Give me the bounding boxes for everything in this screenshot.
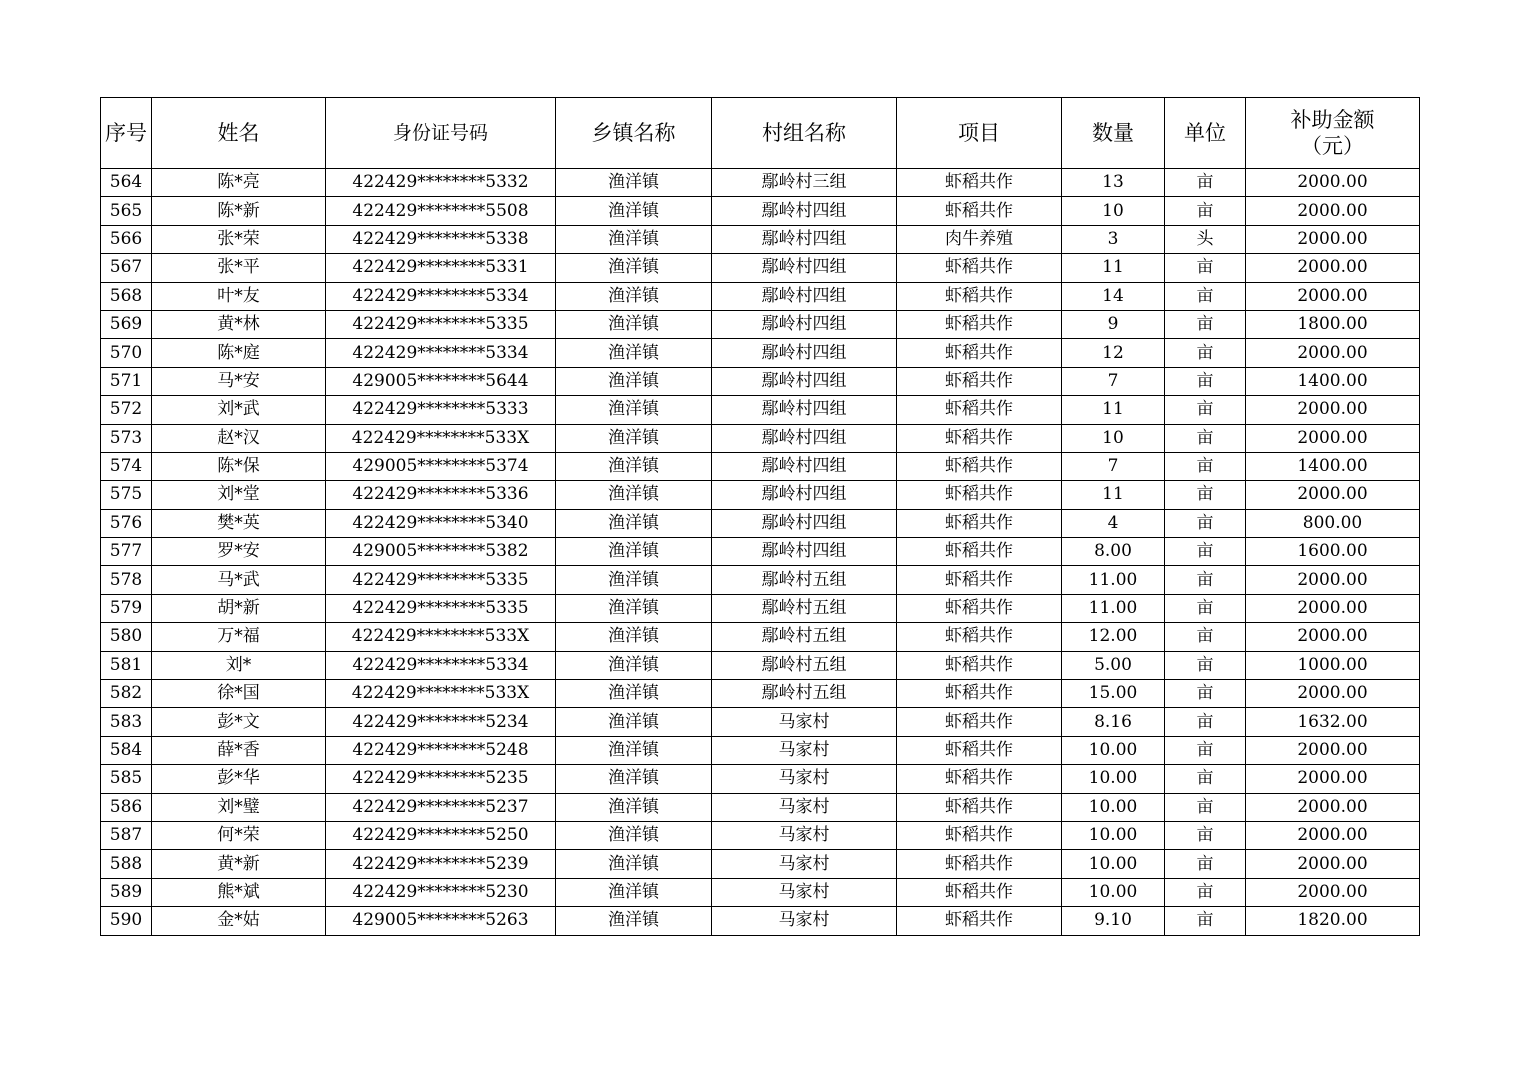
cell-unit: 亩 (1165, 793, 1246, 821)
cell-project: 虾稻共作 (897, 594, 1062, 622)
cell-unit: 亩 (1165, 254, 1246, 282)
header-seq: 序号 (101, 98, 152, 169)
cell-id-number: 429005********5644 (326, 367, 556, 395)
cell-village: 鄢岭村五组 (712, 651, 897, 679)
cell-village: 鄢岭村四组 (712, 367, 897, 395)
cell-seq: 581 (101, 651, 152, 679)
cell-name: 陈*庭 (152, 339, 326, 367)
cell-village: 马家村 (712, 907, 897, 935)
cell-seq: 573 (101, 424, 152, 452)
cell-project: 虾稻共作 (897, 310, 1062, 338)
cell-unit: 亩 (1165, 452, 1246, 480)
cell-unit: 亩 (1165, 878, 1246, 906)
cell-unit: 亩 (1165, 680, 1246, 708)
cell-village: 鄢岭村四组 (712, 197, 897, 225)
header-quantity: 数量 (1062, 98, 1165, 169)
cell-amount: 2000.00 (1246, 594, 1420, 622)
cell-unit: 亩 (1165, 821, 1246, 849)
cell-quantity: 3 (1062, 225, 1165, 253)
cell-id-number: 422429********5340 (326, 509, 556, 537)
cell-project: 虾稻共作 (897, 793, 1062, 821)
cell-quantity: 9.10 (1062, 907, 1165, 935)
cell-id-number: 429005********5374 (326, 452, 556, 480)
cell-village: 鄢岭村四组 (712, 396, 897, 424)
cell-name: 万*福 (152, 623, 326, 651)
cell-town: 渔洋镇 (556, 197, 712, 225)
cell-id-number: 429005********5382 (326, 538, 556, 566)
cell-quantity: 10.00 (1062, 878, 1165, 906)
header-unit: 单位 (1165, 98, 1246, 169)
cell-town: 渔洋镇 (556, 282, 712, 310)
cell-id-number: 422429********5250 (326, 821, 556, 849)
cell-project: 虾稻共作 (897, 651, 1062, 679)
cell-name: 刘*堂 (152, 481, 326, 509)
cell-quantity: 10.00 (1062, 793, 1165, 821)
cell-amount: 2000.00 (1246, 254, 1420, 282)
cell-project: 虾稻共作 (897, 481, 1062, 509)
cell-unit: 亩 (1165, 282, 1246, 310)
cell-quantity: 9 (1062, 310, 1165, 338)
cell-name: 薛*香 (152, 736, 326, 764)
cell-quantity: 10.00 (1062, 765, 1165, 793)
cell-id-number: 422429********5335 (326, 594, 556, 622)
table-header-row (101, 98, 1420, 169)
cell-unit: 亩 (1165, 197, 1246, 225)
cell-town: 渔洋镇 (556, 821, 712, 849)
cell-unit: 亩 (1165, 169, 1246, 197)
table-body (101, 169, 1420, 936)
cell-town: 渔洋镇 (556, 509, 712, 537)
cell-id-number: 422429********5336 (326, 481, 556, 509)
cell-quantity: 11.00 (1062, 594, 1165, 622)
cell-name: 陈*保 (152, 452, 326, 480)
table-row (101, 452, 1420, 480)
cell-town: 渔洋镇 (556, 651, 712, 679)
cell-project: 虾稻共作 (897, 821, 1062, 849)
cell-project: 虾稻共作 (897, 566, 1062, 594)
cell-project: 虾稻共作 (897, 623, 1062, 651)
cell-seq: 583 (101, 708, 152, 736)
subsidy-table (100, 97, 1420, 936)
cell-village: 马家村 (712, 878, 897, 906)
cell-quantity: 12 (1062, 339, 1165, 367)
cell-amount: 2000.00 (1246, 680, 1420, 708)
cell-name: 樊*英 (152, 509, 326, 537)
cell-unit: 亩 (1165, 708, 1246, 736)
cell-project: 虾稻共作 (897, 850, 1062, 878)
table-row (101, 481, 1420, 509)
cell-amount: 2000.00 (1246, 424, 1420, 452)
cell-village: 鄢岭村四组 (712, 310, 897, 338)
cell-quantity: 11.00 (1062, 566, 1165, 594)
cell-unit: 亩 (1165, 396, 1246, 424)
cell-id-number: 422429********533X (326, 680, 556, 708)
cell-unit: 亩 (1165, 310, 1246, 338)
cell-quantity: 10.00 (1062, 736, 1165, 764)
cell-town: 渔洋镇 (556, 169, 712, 197)
cell-seq: 567 (101, 254, 152, 282)
cell-town: 渔洋镇 (556, 396, 712, 424)
cell-name: 黄*新 (152, 850, 326, 878)
cell-id-number: 422429********5248 (326, 736, 556, 764)
cell-name: 叶*友 (152, 282, 326, 310)
table-row (101, 623, 1420, 651)
cell-village: 马家村 (712, 708, 897, 736)
cell-seq: 574 (101, 452, 152, 480)
cell-quantity: 8.00 (1062, 538, 1165, 566)
table-row (101, 169, 1420, 197)
cell-village: 鄢岭村四组 (712, 452, 897, 480)
table-row (101, 736, 1420, 764)
cell-seq: 569 (101, 310, 152, 338)
cell-id-number: 422429********5234 (326, 708, 556, 736)
cell-unit: 亩 (1165, 736, 1246, 764)
cell-village: 鄢岭村四组 (712, 282, 897, 310)
cell-unit: 亩 (1165, 651, 1246, 679)
cell-quantity: 4 (1062, 509, 1165, 537)
cell-name: 张*荣 (152, 225, 326, 253)
cell-amount: 2000.00 (1246, 765, 1420, 793)
cell-project: 虾稻共作 (897, 396, 1062, 424)
cell-village: 马家村 (712, 793, 897, 821)
subsidy-table-page (100, 97, 1420, 936)
table-row (101, 793, 1420, 821)
cell-amount: 1800.00 (1246, 310, 1420, 338)
cell-village: 鄢岭村四组 (712, 424, 897, 452)
cell-town: 渔洋镇 (556, 680, 712, 708)
cell-unit: 头 (1165, 225, 1246, 253)
cell-quantity: 12.00 (1062, 623, 1165, 651)
cell-town: 渔洋镇 (556, 339, 712, 367)
cell-unit: 亩 (1165, 367, 1246, 395)
cell-town: 渔洋镇 (556, 566, 712, 594)
cell-amount: 2000.00 (1246, 736, 1420, 764)
cell-village: 马家村 (712, 736, 897, 764)
cell-project: 虾稻共作 (897, 282, 1062, 310)
cell-unit: 亩 (1165, 339, 1246, 367)
table-row (101, 651, 1420, 679)
cell-amount: 2000.00 (1246, 793, 1420, 821)
cell-amount: 1000.00 (1246, 651, 1420, 679)
cell-project: 虾稻共作 (897, 509, 1062, 537)
cell-unit: 亩 (1165, 765, 1246, 793)
cell-name: 熊*斌 (152, 878, 326, 906)
cell-project: 虾稻共作 (897, 878, 1062, 906)
cell-name: 徐*国 (152, 680, 326, 708)
cell-seq: 576 (101, 509, 152, 537)
cell-seq: 575 (101, 481, 152, 509)
cell-village: 鄢岭村四组 (712, 225, 897, 253)
cell-amount: 2000.00 (1246, 481, 1420, 509)
cell-quantity: 7 (1062, 367, 1165, 395)
cell-name: 刘* (152, 651, 326, 679)
cell-town: 渔洋镇 (556, 225, 712, 253)
cell-seq: 579 (101, 594, 152, 622)
cell-village: 鄢岭村五组 (712, 623, 897, 651)
cell-project: 虾稻共作 (897, 907, 1062, 935)
cell-amount: 2000.00 (1246, 623, 1420, 651)
table-row (101, 396, 1420, 424)
cell-village: 鄢岭村四组 (712, 339, 897, 367)
cell-quantity: 10.00 (1062, 850, 1165, 878)
cell-unit: 亩 (1165, 509, 1246, 537)
cell-town: 渔洋镇 (556, 907, 712, 935)
cell-name: 赵*汉 (152, 424, 326, 452)
table-row (101, 367, 1420, 395)
cell-unit: 亩 (1165, 907, 1246, 935)
cell-id-number: 422429********533X (326, 424, 556, 452)
cell-name: 刘*璧 (152, 793, 326, 821)
cell-name: 陈*亮 (152, 169, 326, 197)
cell-id-number: 422429********5335 (326, 310, 556, 338)
cell-quantity: 10 (1062, 424, 1165, 452)
cell-amount: 2000.00 (1246, 225, 1420, 253)
cell-seq: 570 (101, 339, 152, 367)
cell-seq: 571 (101, 367, 152, 395)
cell-village: 鄢岭村四组 (712, 538, 897, 566)
cell-project: 虾稻共作 (897, 367, 1062, 395)
header-amount-line2: （元） (1301, 134, 1364, 158)
cell-name: 金*姑 (152, 907, 326, 935)
cell-amount: 2000.00 (1246, 566, 1420, 594)
cell-quantity: 10 (1062, 197, 1165, 225)
cell-amount: 2000.00 (1246, 169, 1420, 197)
cell-seq: 587 (101, 821, 152, 849)
cell-seq: 566 (101, 225, 152, 253)
cell-amount: 2000.00 (1246, 821, 1420, 849)
table-row (101, 282, 1420, 310)
cell-quantity: 11 (1062, 481, 1165, 509)
cell-quantity: 10.00 (1062, 821, 1165, 849)
cell-name: 张*平 (152, 254, 326, 282)
header-id-number: 身份证号码 (326, 98, 556, 169)
cell-seq: 585 (101, 765, 152, 793)
cell-amount: 1600.00 (1246, 538, 1420, 566)
cell-seq: 568 (101, 282, 152, 310)
header-amount (1246, 98, 1420, 169)
header-town: 乡镇名称 (556, 98, 712, 169)
cell-seq: 582 (101, 680, 152, 708)
table-row (101, 821, 1420, 849)
cell-project: 虾稻共作 (897, 708, 1062, 736)
cell-name: 胡*新 (152, 594, 326, 622)
cell-town: 渔洋镇 (556, 538, 712, 566)
cell-id-number: 422429********5335 (326, 566, 556, 594)
cell-seq: 586 (101, 793, 152, 821)
cell-project: 虾稻共作 (897, 424, 1062, 452)
cell-seq: 584 (101, 736, 152, 764)
cell-seq: 590 (101, 907, 152, 935)
cell-id-number: 422429********5235 (326, 765, 556, 793)
cell-unit: 亩 (1165, 424, 1246, 452)
table-row (101, 225, 1420, 253)
cell-town: 渔洋镇 (556, 878, 712, 906)
cell-town: 渔洋镇 (556, 623, 712, 651)
table-row (101, 197, 1420, 225)
cell-project: 虾稻共作 (897, 254, 1062, 282)
cell-quantity: 8.16 (1062, 708, 1165, 736)
cell-town: 渔洋镇 (556, 708, 712, 736)
cell-seq: 580 (101, 623, 152, 651)
cell-amount: 2000.00 (1246, 396, 1420, 424)
cell-seq: 572 (101, 396, 152, 424)
cell-name: 彭*华 (152, 765, 326, 793)
cell-seq: 577 (101, 538, 152, 566)
cell-village: 鄢岭村五组 (712, 680, 897, 708)
cell-amount: 2000.00 (1246, 850, 1420, 878)
cell-seq: 564 (101, 169, 152, 197)
cell-village: 马家村 (712, 821, 897, 849)
cell-id-number: 422429********5338 (326, 225, 556, 253)
cell-town: 渔洋镇 (556, 367, 712, 395)
cell-id-number: 422429********5334 (326, 339, 556, 367)
cell-project: 肉牛养殖 (897, 225, 1062, 253)
cell-town: 渔洋镇 (556, 765, 712, 793)
cell-id-number: 422429********5331 (326, 254, 556, 282)
header-village: 村组名称 (712, 98, 897, 169)
cell-town: 渔洋镇 (556, 424, 712, 452)
cell-quantity: 5.00 (1062, 651, 1165, 679)
table-row (101, 509, 1420, 537)
cell-name: 彭*文 (152, 708, 326, 736)
cell-amount: 800.00 (1246, 509, 1420, 537)
cell-quantity: 11 (1062, 396, 1165, 424)
cell-seq: 578 (101, 566, 152, 594)
cell-amount: 2000.00 (1246, 339, 1420, 367)
cell-town: 渔洋镇 (556, 481, 712, 509)
cell-town: 渔洋镇 (556, 452, 712, 480)
cell-id-number: 422429********5333 (326, 396, 556, 424)
cell-project: 虾稻共作 (897, 452, 1062, 480)
cell-quantity: 13 (1062, 169, 1165, 197)
table-row (101, 310, 1420, 338)
cell-town: 渔洋镇 (556, 594, 712, 622)
cell-town: 渔洋镇 (556, 310, 712, 338)
cell-unit: 亩 (1165, 850, 1246, 878)
cell-id-number: 422429********5230 (326, 878, 556, 906)
cell-village: 马家村 (712, 850, 897, 878)
cell-village: 鄢岭村五组 (712, 594, 897, 622)
cell-amount: 1400.00 (1246, 452, 1420, 480)
cell-name: 马*武 (152, 566, 326, 594)
cell-unit: 亩 (1165, 566, 1246, 594)
cell-quantity: 7 (1062, 452, 1165, 480)
cell-id-number: 422429********5332 (326, 169, 556, 197)
table-row (101, 594, 1420, 622)
cell-id-number: 422429********533X (326, 623, 556, 651)
cell-amount: 2000.00 (1246, 878, 1420, 906)
cell-amount: 1820.00 (1246, 907, 1420, 935)
table-row (101, 254, 1420, 282)
cell-id-number: 429005********5263 (326, 907, 556, 935)
cell-village: 鄢岭村五组 (712, 566, 897, 594)
table-row (101, 424, 1420, 452)
cell-name: 马*安 (152, 367, 326, 395)
cell-amount: 1632.00 (1246, 708, 1420, 736)
cell-quantity: 11 (1062, 254, 1165, 282)
cell-project: 虾稻共作 (897, 736, 1062, 764)
cell-unit: 亩 (1165, 481, 1246, 509)
cell-id-number: 422429********5239 (326, 850, 556, 878)
header-amount-line1: 补助金额 (1290, 108, 1375, 132)
cell-town: 渔洋镇 (556, 736, 712, 764)
table-row (101, 765, 1420, 793)
cell-quantity: 15.00 (1062, 680, 1165, 708)
cell-project: 虾稻共作 (897, 765, 1062, 793)
cell-unit: 亩 (1165, 623, 1246, 651)
table-row (101, 850, 1420, 878)
cell-unit: 亩 (1165, 538, 1246, 566)
cell-village: 鄢岭村四组 (712, 254, 897, 282)
cell-town: 渔洋镇 (556, 850, 712, 878)
cell-project: 虾稻共作 (897, 339, 1062, 367)
cell-name: 陈*新 (152, 197, 326, 225)
cell-village: 马家村 (712, 765, 897, 793)
cell-amount: 1400.00 (1246, 367, 1420, 395)
cell-name: 刘*武 (152, 396, 326, 424)
cell-amount: 2000.00 (1246, 282, 1420, 310)
cell-unit: 亩 (1165, 594, 1246, 622)
cell-name: 罗*安 (152, 538, 326, 566)
table-row (101, 339, 1420, 367)
cell-project: 虾稻共作 (897, 197, 1062, 225)
table-row (101, 907, 1420, 935)
header-name: 姓名 (152, 98, 326, 169)
cell-name: 黄*林 (152, 310, 326, 338)
cell-amount: 2000.00 (1246, 197, 1420, 225)
cell-project: 虾稻共作 (897, 538, 1062, 566)
cell-quantity: 14 (1062, 282, 1165, 310)
table-row (101, 538, 1420, 566)
table-row (101, 708, 1420, 736)
cell-village: 鄢岭村四组 (712, 481, 897, 509)
cell-village: 鄢岭村三组 (712, 169, 897, 197)
cell-project: 虾稻共作 (897, 169, 1062, 197)
cell-town: 渔洋镇 (556, 793, 712, 821)
cell-village: 鄢岭村四组 (712, 509, 897, 537)
cell-town: 渔洋镇 (556, 254, 712, 282)
cell-id-number: 422429********5508 (326, 197, 556, 225)
cell-seq: 565 (101, 197, 152, 225)
cell-name: 何*荣 (152, 821, 326, 849)
cell-seq: 589 (101, 878, 152, 906)
cell-seq: 588 (101, 850, 152, 878)
header-project: 项目 (897, 98, 1062, 169)
table-row (101, 566, 1420, 594)
cell-id-number: 422429********5334 (326, 282, 556, 310)
cell-project: 虾稻共作 (897, 680, 1062, 708)
cell-id-number: 422429********5334 (326, 651, 556, 679)
table-row (101, 680, 1420, 708)
cell-id-number: 422429********5237 (326, 793, 556, 821)
table-row (101, 878, 1420, 906)
